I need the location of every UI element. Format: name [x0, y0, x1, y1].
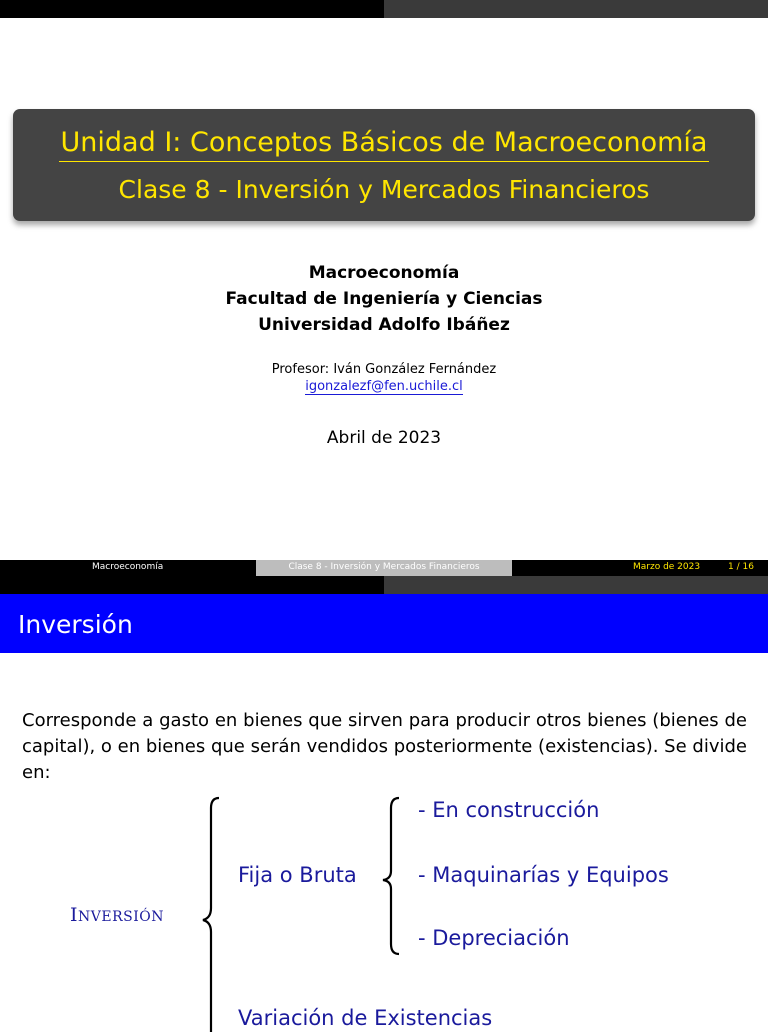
course-name: Macroeconomía — [308, 263, 460, 283]
investment-scheme — [0, 780, 768, 1030]
university-name: Universidad Adolfo Ibáñez — [258, 315, 510, 335]
footer-date: Marzo de 2023 — [633, 562, 701, 572]
footer-course-section: Macroeconomía — [92, 562, 164, 572]
presentation-title: Unidad I: Conceptos Básicos de Macroeconomía — [13, 127, 755, 158]
footer-class-section: Clase 8 - Inversión y Mercados Financieros — [256, 560, 512, 576]
fixed-investment-label: Fija o Bruta — [238, 863, 357, 887]
presentation-date: Abril de 2023 — [326, 428, 442, 448]
slide-body-text: Corresponde a gasto en bienes que sirven para producir otros bienes (bienes de capital), o en bienes que serán vendidos posteriormente (existencias). Se divide en: — [22, 710, 747, 783]
top-bar-right — [384, 0, 768, 18]
depreciation-item: - Depreciación — [418, 926, 570, 950]
professor-name: Profesor: Iván González Fernández — [271, 362, 497, 377]
machinery-item: - Maquinarías y Equipos — [418, 863, 669, 887]
investment-root-label: INVERSIÓN — [70, 904, 164, 926]
footer-bar — [0, 560, 768, 576]
inner-brace-icon — [380, 796, 402, 956]
construction-item: - En construcción — [418, 798, 600, 822]
presentation-subtitle: Clase 8 - Inversión y Mercados Financieros — [118, 175, 650, 204]
title-box — [13, 109, 755, 221]
course-info — [0, 260, 768, 338]
professor-email-link[interactable]: igonzalezf@fen.uchile.cl — [305, 379, 463, 394]
footer-page-number: 1 / 16 — [728, 562, 754, 572]
frame-title: Inversión — [18, 610, 133, 639]
slide2-top-bar-left — [0, 576, 384, 594]
inventory-change-label: Variación de Existencias — [238, 1006, 493, 1030]
professor-info — [0, 361, 768, 395]
faculty-name: Facultad de Ingeniería y Ciencias — [225, 289, 543, 309]
slide2-top-bar-right — [384, 576, 768, 594]
footer-date-section — [512, 560, 768, 576]
frame-title-bar — [0, 594, 768, 653]
top-bar-left — [0, 0, 384, 18]
outer-brace-icon — [199, 796, 223, 1032]
